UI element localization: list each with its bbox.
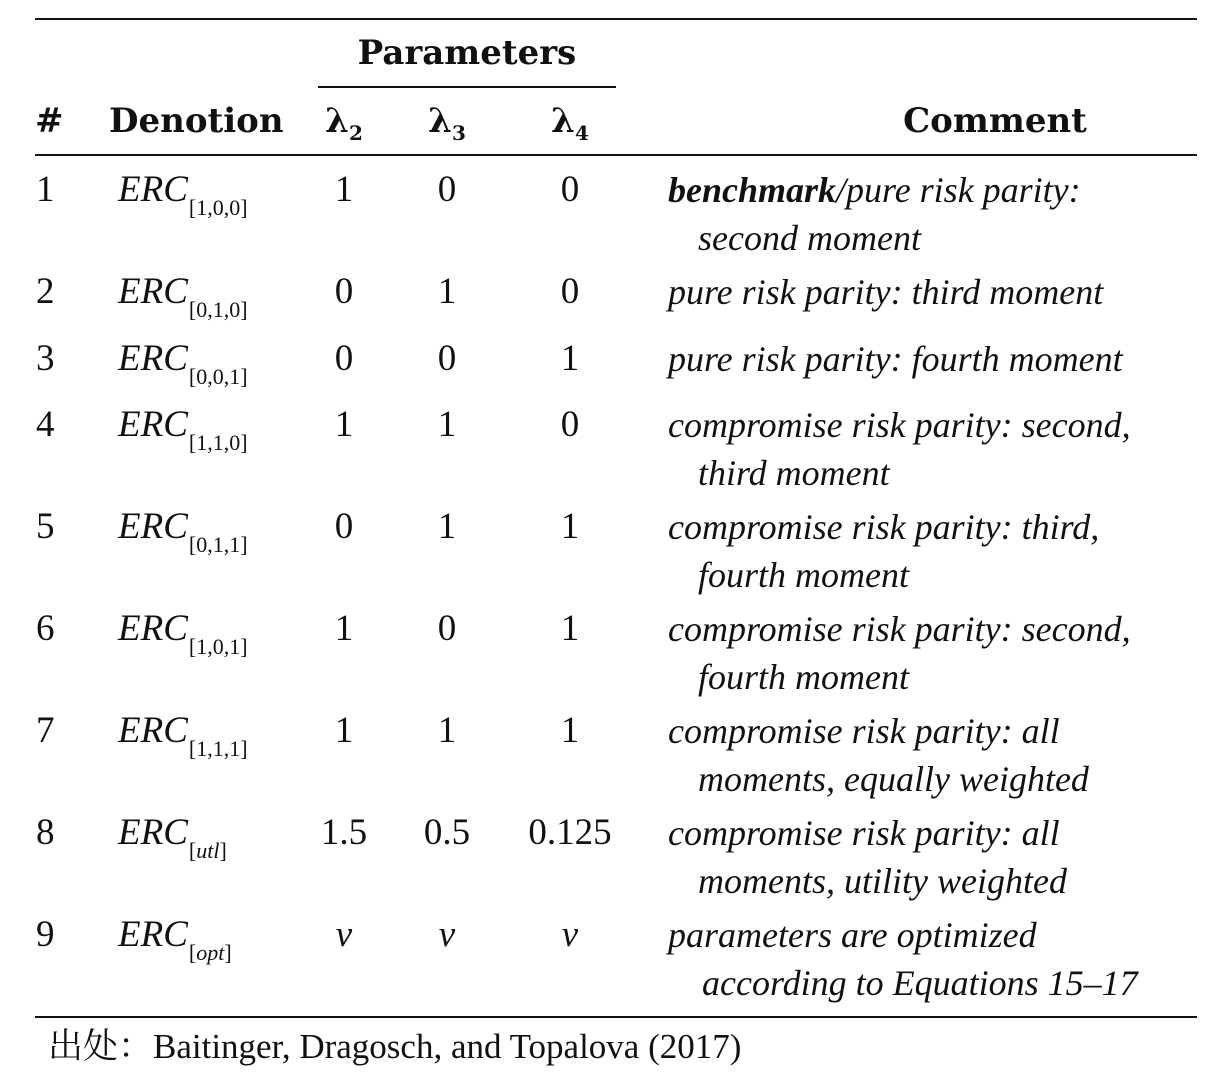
row-3-lambda-3: 0 (437, 338, 457, 379)
row-3-lambda-2: 0 (334, 338, 354, 379)
parameters-group-rule (318, 86, 616, 88)
row-2-lambda-4: 0 (560, 271, 580, 312)
row-9-lambda-4: v (561, 914, 579, 955)
header-number: # (35, 101, 64, 141)
row-1-comment: benchmark/pure risk parity: second moment (668, 170, 1081, 258)
row-9-lambda-3: v (438, 914, 456, 955)
row-8-lambda-2: 1.5 (320, 812, 368, 853)
table-header-rule (35, 154, 1197, 156)
row-8-lambda-4: 0.125 (528, 812, 612, 853)
row-4-lambda-4: 0 (560, 404, 580, 445)
row-7-denotion: $ERC_{[1,1,1]}$ (118, 710, 248, 761)
row-2-number: 2 (36, 271, 55, 312)
row-8-lambda-3: 0.5 (423, 812, 471, 853)
row-1-lambda-3: 0 (437, 169, 457, 210)
header-lambda-2: $\lambda_2$ (325, 101, 363, 145)
header-comment: Comment (903, 101, 1087, 141)
header-lambda-4: $\lambda_4$ (551, 101, 589, 145)
row-5-denotion: $ERC_{[0,1,1]}$ (118, 506, 248, 557)
row-7-comment: compromise risk parity: all moments, equally weighted (668, 711, 1089, 799)
row-4-number: 4 (36, 404, 55, 445)
table-top-rule (35, 18, 1197, 20)
row-6-lambda-4: 1 (560, 608, 580, 649)
row-5-lambda-4: 1 (560, 506, 580, 547)
row-9-lambda-2: v (335, 914, 353, 955)
row-6-denotion: $ERC_{[1,0,1]}$ (118, 608, 248, 659)
row-3-comment: pure risk parity: fourth moment (668, 339, 1123, 379)
row-6-comment: compromise risk parity: second, fourth moment (668, 609, 1131, 697)
row-8-denotion: $ERC_{[utl]}$ (118, 812, 227, 863)
row-4-comment: compromise risk parity: second, third moment (668, 405, 1131, 493)
row-1-lambda-2: 1 (334, 169, 354, 210)
row-6-lambda-3: 0 (437, 608, 457, 649)
row-8-number: 8 (36, 812, 55, 853)
row-7-number: 7 (36, 710, 55, 751)
row-3-number: 3 (36, 338, 55, 379)
row-2-lambda-3: 1 (437, 271, 457, 312)
row-1-lambda-4: 0 (560, 169, 580, 210)
table-bottom-rule (35, 1016, 1197, 1018)
parameters-group-header: Parameters (357, 33, 577, 73)
row-4-lambda-3: 1 (437, 404, 457, 445)
row-5-lambda-3: 1 (437, 506, 457, 547)
row-1-denotion: $ERC_{[1,0,0]}$ (118, 169, 248, 220)
row-3-lambda-4: 1 (560, 338, 580, 379)
row-5-lambda-2: 0 (334, 506, 354, 547)
header-denotion: Denotion (109, 101, 284, 141)
row-8-comment: compromise risk parity: all moments, utility weighted (668, 813, 1067, 901)
row-6-number: 6 (36, 608, 55, 649)
row-7-lambda-4: 1 (560, 710, 580, 751)
row-7-lambda-2: 1 (334, 710, 354, 751)
row-3-denotion: $ERC_{[0,0,1]}$ (118, 338, 248, 389)
row-7-lambda-3: 1 (437, 710, 457, 751)
row-6-lambda-2: 1 (334, 608, 354, 649)
row-9-comment: parameters are optimized according to Equations 15–17 (668, 915, 1138, 1003)
row-4-denotion: $ERC_{[1,1,0]}$ (118, 404, 248, 455)
row-2-lambda-2: 0 (334, 271, 354, 312)
row-2-denotion: $ERC_{[0,1,0]}$ (118, 271, 248, 322)
row-5-comment: compromise risk parity: third, fourth moment (668, 507, 1100, 595)
row-9-number: 9 (36, 914, 55, 955)
row-1-number: 1 (36, 169, 55, 210)
row-4-lambda-2: 1 (334, 404, 354, 445)
row-2-comment: pure risk parity: third moment (668, 272, 1104, 312)
header-lambda-3: $\lambda_3$ (428, 101, 466, 145)
row-9-denotion: $ERC_{[opt]}$ (118, 914, 232, 965)
row-5-number: 5 (36, 506, 55, 547)
source-note: 出处：Baitinger, Dragosch, and Topalova (2017) (48, 1027, 742, 1066)
